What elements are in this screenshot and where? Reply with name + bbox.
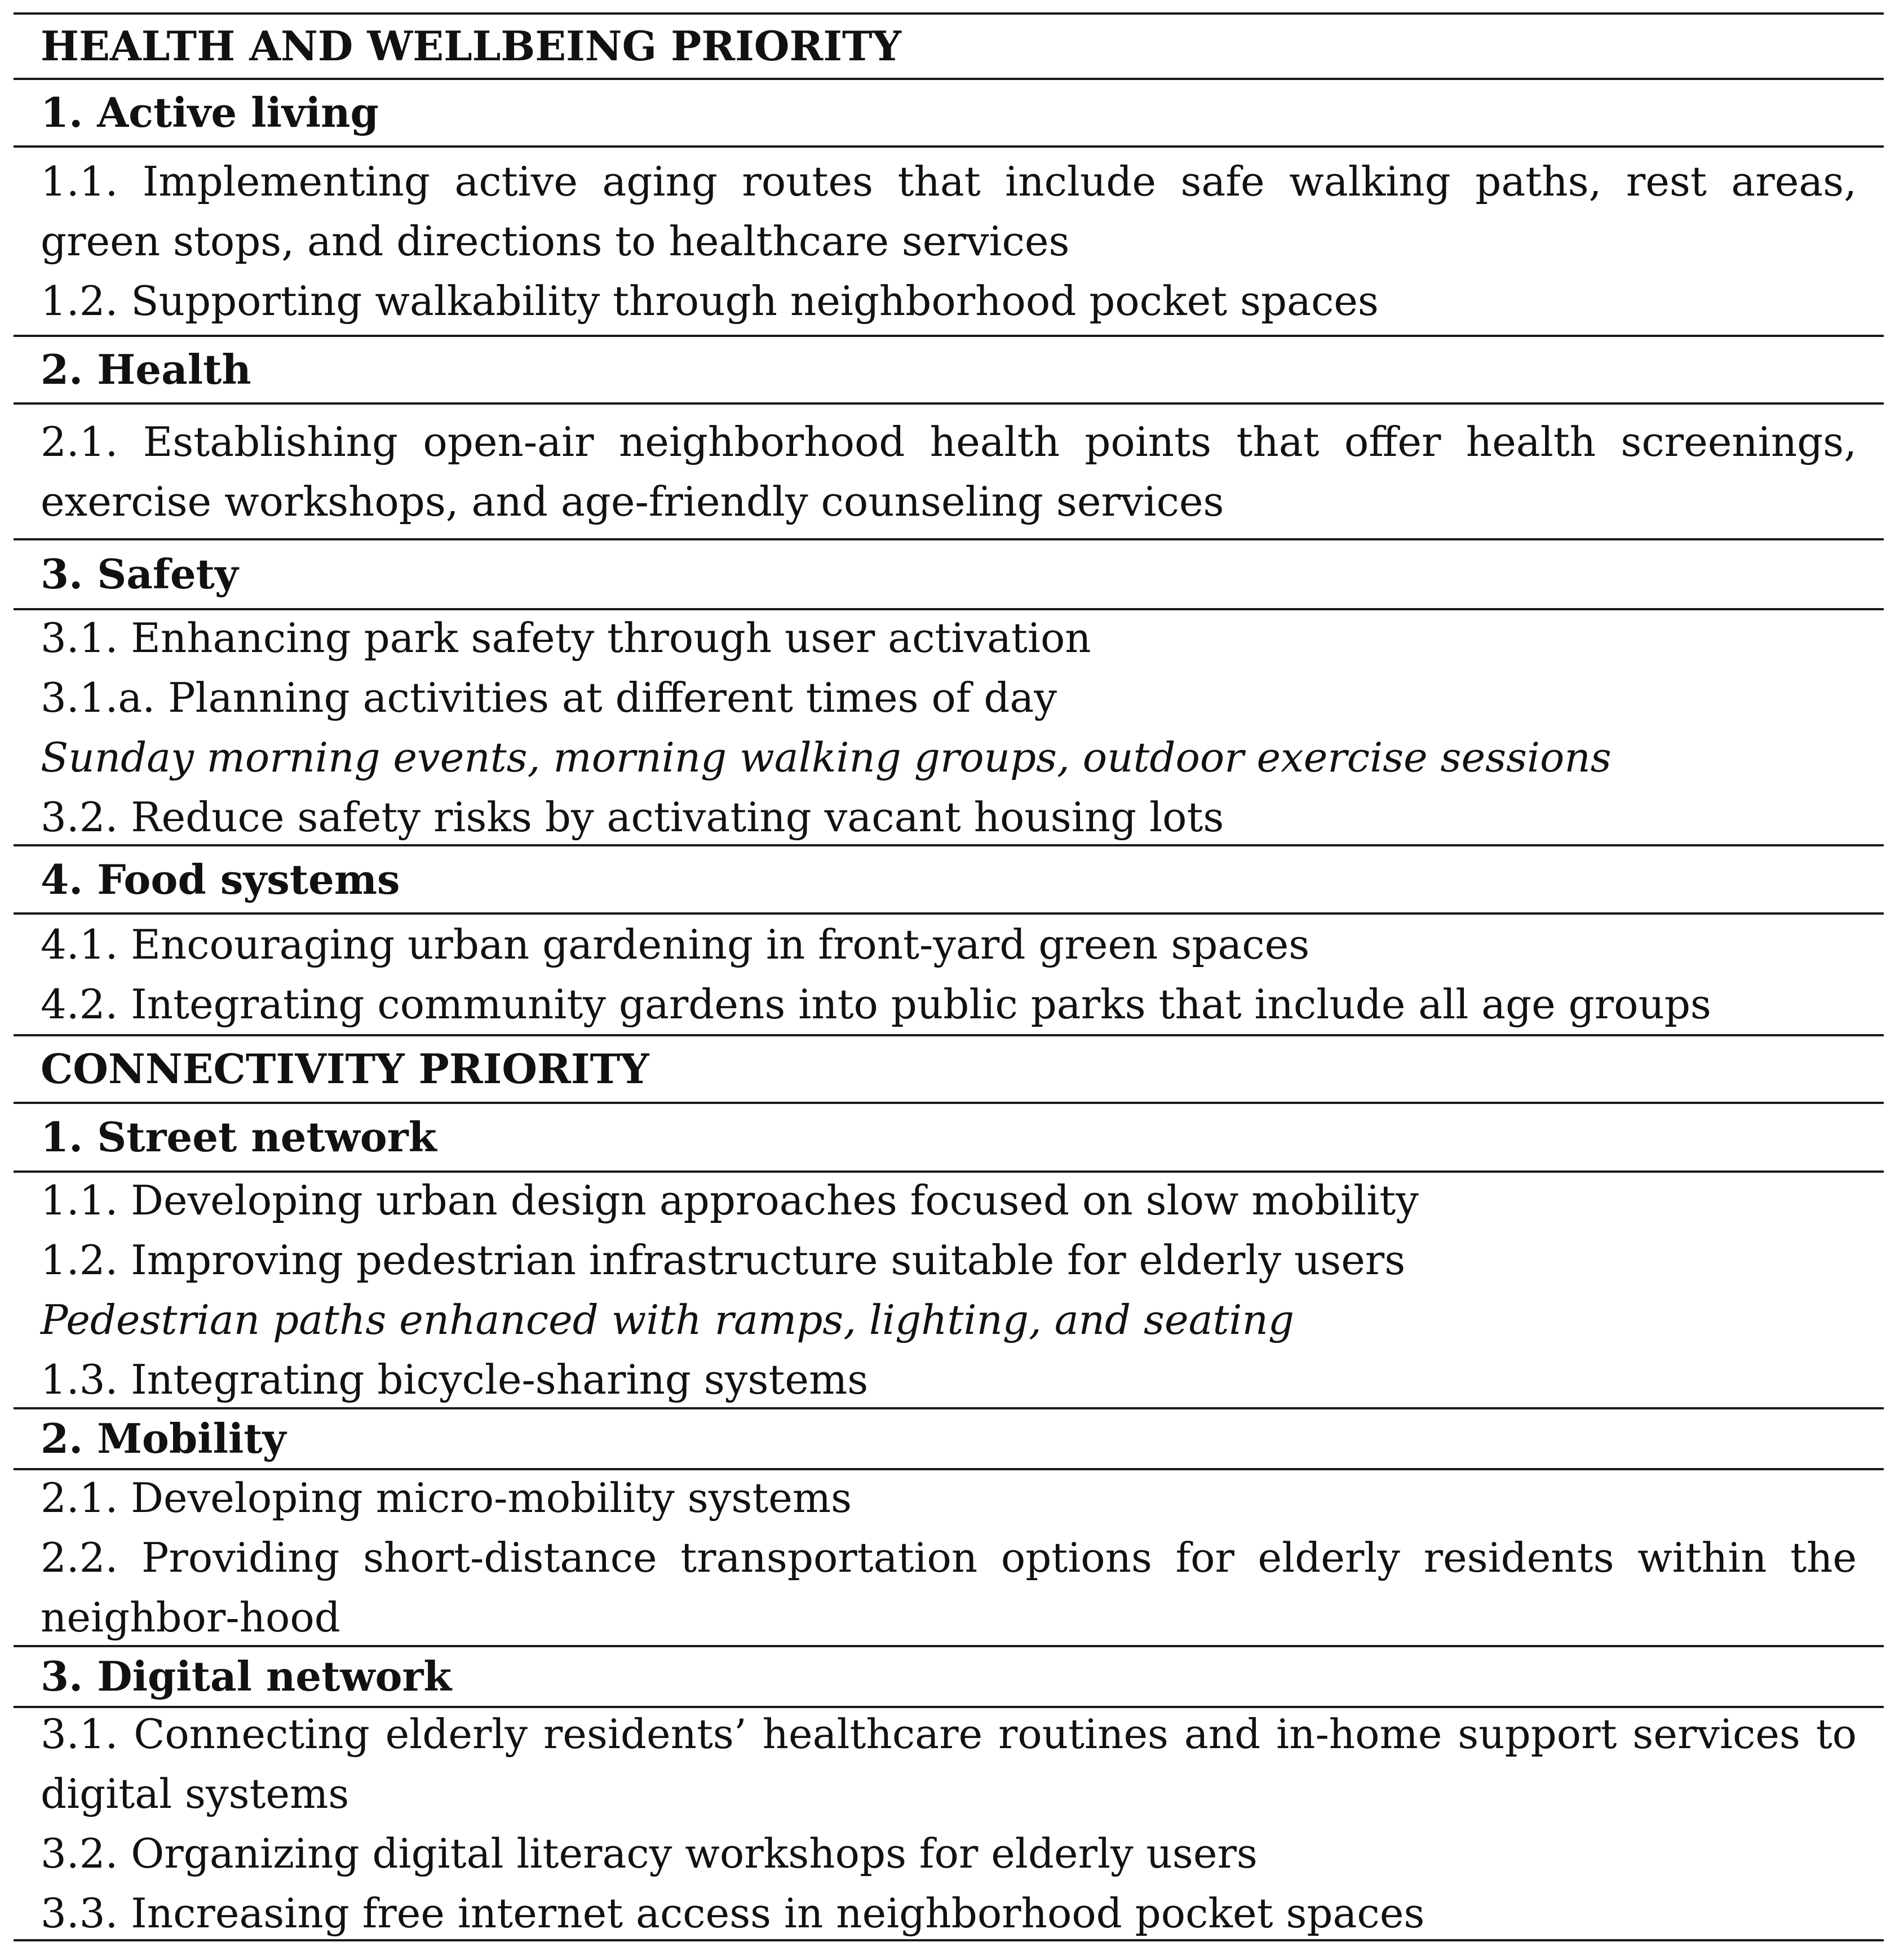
group-heading-health (14, 335, 1884, 402)
list-item: 3.2. Organizing digital literacy workshops for elderly users (41, 1830, 1258, 1877)
list-item: 4.1. Encouraging urban gardening in front-yard green spaces (41, 921, 1310, 968)
group-heading-food-systems (14, 844, 1884, 912)
list-item-example: Sunday morning events, morning walking groups, outdoor exercise sessions (41, 733, 1612, 781)
section-heading-connectivity (14, 1034, 1884, 1102)
list-item: 3.1. Connecting elderly residents’ healthcare routines and in-home support services to digital systems (41, 1710, 1857, 1817)
list-item: 1.1. Developing urban design approaches focused on slow mobility (41, 1177, 1419, 1224)
group-items-mobility (14, 1468, 1884, 1645)
group-title: 1. Active living (41, 88, 379, 136)
group-items-food-systems (14, 912, 1884, 1034)
list-item: 4.2. Integrating community gardens into public parks that include all age groups (41, 981, 1711, 1028)
list-item: 3.2. Reduce safety risks by activating vacant housing lots (41, 793, 1224, 841)
list-item: 2.2. Providing short-distance transportation options for elderly residents within the neighbor-hood (41, 1534, 1857, 1641)
group-title: 2. Health (41, 345, 251, 393)
priorities-table (14, 12, 1884, 1941)
list-item: 1.3. Integrating bicycle-sharing systems (41, 1356, 869, 1403)
list-item: 1.2. Improving pedestrian infrastructure suitable for elderly users (41, 1236, 1406, 1284)
list-item: 1.2. Supporting walkability through neighborhood pocket spaces (41, 277, 1379, 325)
group-items-safety (14, 608, 1884, 844)
group-heading-mobility (14, 1407, 1884, 1468)
list-item: 2.1. Establishing open-air neighborhood health points that offer health screenings, exercise workshops, and age-friendly counseling services (41, 418, 1857, 525)
list-item: 1.1. Implementing active aging routes that include safe walking paths, rest areas, green stops, and directions to healthcare services (41, 158, 1857, 265)
group-items-active-living (14, 145, 1884, 335)
group-title: 4. Food systems (41, 855, 400, 903)
group-title: 3. Digital network (41, 1652, 452, 1700)
list-item: 2.1. Developing micro-mobility systems (41, 1474, 852, 1522)
group-heading-street-network (14, 1102, 1884, 1170)
group-title: 1. Street network (41, 1113, 437, 1161)
section-title: CONNECTIVITY PRIORITY (41, 1045, 649, 1093)
list-item: 3.3. Increasing free internet access in neighborhood pocket spaces (41, 1890, 1425, 1937)
list-item: 3.1.a. Planning activities at different times of day (41, 673, 1057, 721)
section-title: HEALTH AND WELLBEING PRIORITY (41, 22, 902, 70)
group-heading-active-living (14, 78, 1884, 145)
group-items-digital-network (14, 1706, 1884, 1941)
list-item-example: Pedestrian paths enhanced with ramps, lighting, and seating (41, 1296, 1294, 1343)
group-title: 2. Mobility (41, 1414, 286, 1462)
section-heading-health-wellbeing (14, 12, 1884, 78)
group-title: 3. Safety (41, 550, 238, 598)
group-items-health (14, 402, 1884, 538)
group-items-street-network (14, 1170, 1884, 1407)
group-heading-safety (14, 538, 1884, 608)
list-item: 3.1. Enhancing park safety through user activation (41, 614, 1091, 662)
group-heading-digital-network (14, 1645, 1884, 1706)
